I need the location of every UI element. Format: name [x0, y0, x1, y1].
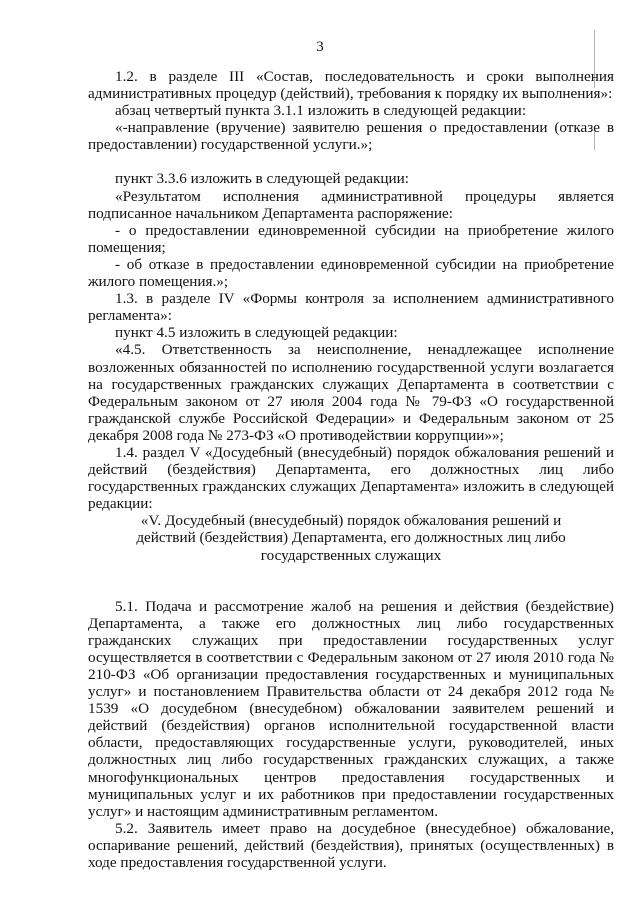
clause-5-1: 5.1. Подача и рассмотрение жалоб на решения и действия (бездействие) Департамента, а также его должностных лиц либо государственных гражданских служащих при предоставлении государственных услуг осуществляется в соответствии с Федеральным законом от 27 июля 2010 года № 210-ФЗ «Об организации предоставления государственных и муниципальных услуг» и постановлением Правительства области от 24 декабря 2012 года № 1539 «О досудебном (внесудебном) обжаловании заявителем решений и действий (бездействия) органов исполнительной государственной власти области, предоставляющих государственные услуги, руководителей, иных должностных лиц либо государственных гражданских служащих, а также многофункциональных центров предоставления государственных и муниципальных услуг и их работников при предоставлении государственных услуг» и настоящим административным регламентом.	[88, 597, 614, 820]
paragraph-1-3: 1.3. в разделе IV «Формы контроля за исполнением административного регламента»:	[88, 290, 614, 325]
paragraph-punkt-4-5: пункт 4.5 изложить в следующей редакции:	[115, 324, 398, 342]
clause-5-2: 5.2. Заявитель имеет право на досудебное (внесудебное) обжалование, оспаривание решений, действий (бездействия), принятых (осуществленных) в ходе предоставления государственной услуги.	[88, 819, 614, 872]
paragraph-quote-3-1-1: «-направление (вручение) заявителю решения о предоставлении (отказе в предоставлении) государственной услуги.»;	[88, 119, 614, 154]
paragraph-punkt-3-3-6: пункт 3.3.6 изложить в следующей редакции:	[115, 170, 409, 188]
page-number: 3	[316, 39, 324, 55]
section-v-heading: «V. Досудебный (внесудебный) порядок обжалования решений и действий (бездействия) Департамента, его должностных лиц либо государственных служащих	[136, 512, 566, 564]
document-body	[88, 68, 614, 871]
paragraph-1-2: 1.2. в разделе III «Состав, последовательность и сроки выполнения административных процедур (действий), требования к порядку их выполнения»:	[88, 68, 614, 103]
paragraph-grant-subsidy: - о предоставлении единовременной субсидии на приобретение жилого помещения;	[88, 221, 614, 256]
paragraph-result: «Результатом исполнения административной процедуры является подписанное начальником Департамента распоряжение:	[88, 187, 614, 222]
paragraph-abzac-3-1-1: абзац четвертый пункта 3.1.1 изложить в следующей редакции:	[115, 102, 527, 120]
paragraph-4-5-text: «4.5. Ответственность за неисполнение, ненадлежащее исполнение возложенных обязанностей по исполнению государственной услуги возлагается на государственных гражданских служащих Департамента в соответствии с Федеральным законом от 27 июля 2004 года № 79-ФЗ «О государственной гражданской службе Российской Федерации» и Федеральным законом от 25 декабря 2008 года № 273-ФЗ «О противодействии коррупции»»;	[88, 341, 614, 444]
paragraph-deny-subsidy: - об отказе в предоставлении единовременной субсидии на приобретение жилого помещения.»;	[88, 255, 614, 291]
paragraph-1-4: 1.4. раздел V «Досудебный (внесудебный) порядок обжалования решений и действий (бездействия) Департамента, его должностных лиц либо государственных гражданских служащих Департамента» изложить в следующей редакции:	[88, 443, 614, 513]
